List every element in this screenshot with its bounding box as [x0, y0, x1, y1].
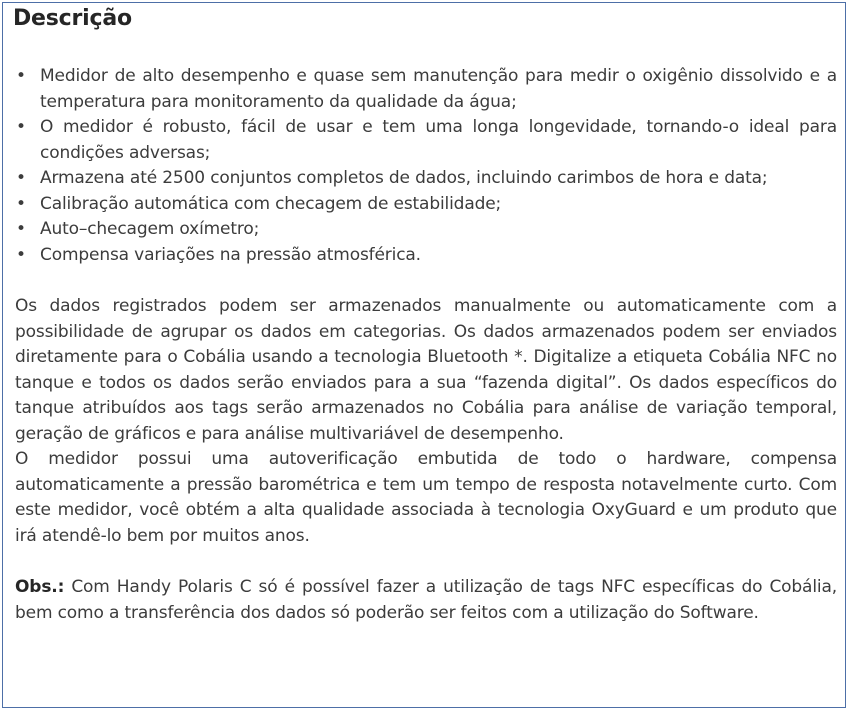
- feature-text: O medidor é robusto, fácil de usar e tem uma longa longevidade, tornando-o ideal para condições adversas;: [40, 117, 837, 163]
- bullet-icon: •: [16, 117, 26, 137]
- feature-text: Calibração automática com checagem de estabilidade;: [40, 193, 502, 214]
- section-title: Descrição: [13, 6, 132, 31]
- feature-list-item: [15, 64, 837, 115]
- feature-list-item: [15, 243, 837, 269]
- feature-list-item: [15, 192, 837, 218]
- description-content: [15, 64, 837, 626]
- obs-text: Com Handy Polaris C só é possível fazer a utilização de tags NFC específicas do Cobália, bem como a transferência dos dados só poderão ser feitos com a utilização do Software.: [15, 577, 837, 623]
- bullet-icon: •: [16, 66, 26, 86]
- obs-label: Obs.:: [15, 577, 65, 597]
- obs-note: [15, 575, 837, 626]
- bullet-icon: •: [16, 193, 26, 214]
- bullet-icon: •: [16, 168, 26, 188]
- feature-list-item: [15, 217, 837, 243]
- feature-list: [15, 64, 837, 268]
- feature-text: Medidor de alto desempenho e quase sem manutenção para medir o oxigênio dissolvido e a temperatura para monitoramento da qualidade da água;: [40, 66, 837, 112]
- feature-text: Armazena até 2500 conjuntos completos de dados, incluindo carimbos de hora e data;: [40, 168, 768, 188]
- bullet-icon: •: [16, 219, 26, 239]
- hardware-paragraph: O medidor possui uma autoverificação embutida de todo o hardware, compensa automaticamente a pressão barométrica e tem um tempo de resposta notavelmente curto. Com este medidor, você obtém a alta qualidade associada à tecnologia OxyGuard e um produto que irá atendê-lo bem por muitos anos.: [15, 449, 837, 546]
- feature-list-item: [15, 166, 837, 192]
- feature-text: Auto–checagem oxímetro;: [40, 219, 260, 239]
- data-storage-paragraph: Os dados registrados podem ser armazenados manualmente ou automaticamente com a possibilidade de agrupar os dados em categorias. Os dados armazenados podem ser enviados diretamente para o Cobália usando a tecnologia Bluetooth *. Digitalize a etiqueta Cobália NFC no tanque e todos os dados serão enviados para a sua “fazenda digital”. Os dados específicos do tanque atribuídos aos tags serão armazenados no Cobália para análise de variação temporal, geração de gráficos e para análise multivariável de desempenho.: [15, 296, 837, 444]
- feature-list-item: [15, 115, 837, 166]
- bullet-icon: •: [16, 244, 26, 265]
- feature-text: Compensa variações na pressão atmosférica.: [40, 244, 421, 265]
